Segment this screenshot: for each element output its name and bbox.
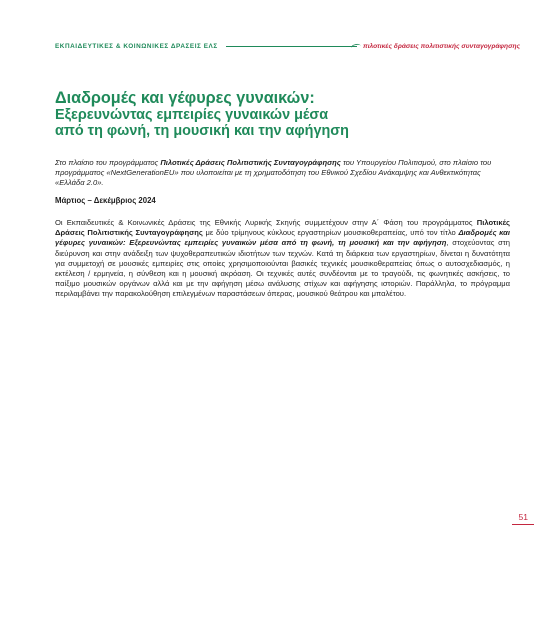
subtitle-line-2: από τη φωνή, τη μουσική και την αφήγηση (55, 123, 349, 139)
body-program-name: Πιλοτικές Δράσεις Πολιτιστικής Συνταγογράφησης (55, 218, 510, 238)
subtitle-line-1: Εξερευνώντας εμπειρίες γυναικών μέσα (55, 107, 329, 123)
intro-text-1: Στο πλαίσιο του προγράμματος (55, 158, 161, 167)
date-range: Μάρτιος – Δεκέμβριος 2024 (55, 196, 156, 205)
body-workshop-title: Διαδρομές και γέφυρες γυναικών: Εξερευνώντας εμπειρίες γυναικών μέσα από τη φωνή, τη μουσική και την αφήγηση (55, 228, 511, 248)
body-paragraph (55, 218, 510, 300)
page-number: 51 (518, 512, 528, 522)
intro-paragraph (55, 158, 510, 189)
page-title: Διαδρομές και γέφυρες γυναικών: (55, 89, 315, 107)
body-text-3: , στοχεύοντας στη διεύρυνση και στην ανάδειξη των ψυχοθεραπευτικών ιδιοτήτων των τεχνών. Κατά τη διάρκεια των εργαστηρίων, δίνεται η δυνατότητα για συμμετοχή σε μουσικές εμπειρίες στις οποίες χρησιμοποιούνται βασικές τεχνικές μουσικοθεραπείας όπως ο αυτοσχεδιασμός, η εκτέλεση / ερμηνεία, η σύνθεση και η μουσική ακρόαση. Οι τεχνικές αυτές συνδέονται με το τραγούδι, τις φωνητικές ασκήσεις, το παίξιμο μουσικών οργάνων αλλά και με την αφήγηση μέσω ανάλυσης στίχων και αφήγησης ιστοριών. Παράλληλα, το πρόγραμμα περιλαμβάνει την παρακολούθηση επιλεγμένων παραστάσεων όπερας, μουσικού θεάτρου και μπαλέτου. (55, 238, 511, 299)
running-header (55, 43, 520, 50)
intro-text-2: του Υπουργείου Πολιτισμού, στο πλαίσιο του προγράμματος «NextGenerationEU» που υλοποιείται με τη χρηματοδότηση του Εθνικού Σχεδίου Ανάκαμψης και Ανθεκτικότητας «Ελλάδα 2.0». (55, 158, 492, 188)
header-section-label: ΕΚΠΑΙΔΕΥΤΙΚΕΣ & ΚΟΙΝΩΝΙΚΕΣ ΔΡΑΣΕΙΣ ΕΛΣ (55, 43, 218, 50)
body-text-1: Οι Εκπαιδευτικές & Κοινωνικές Δράσεις της Εθνικής Λυρικής Σκηνής συμμετέχουν στην Α΄ Φάση του προγράμματος (55, 218, 477, 227)
body-text-2: με δύο τρίμηνους κύκλους εργαστηρίων μουσικοθεραπείας, υπό τον τίτλο (202, 228, 459, 238)
page-subtitle (55, 107, 515, 139)
intro-program-name: Πιλοτικές Δράσεις Πολιτιστικής Συνταγογράφησης (160, 158, 341, 167)
header-chapter-label: πιλοτικές δράσεις πολιτιστικής συνταγογράφησης (363, 43, 520, 50)
page-number-underline (512, 524, 534, 525)
header-divider-line (226, 46, 357, 47)
